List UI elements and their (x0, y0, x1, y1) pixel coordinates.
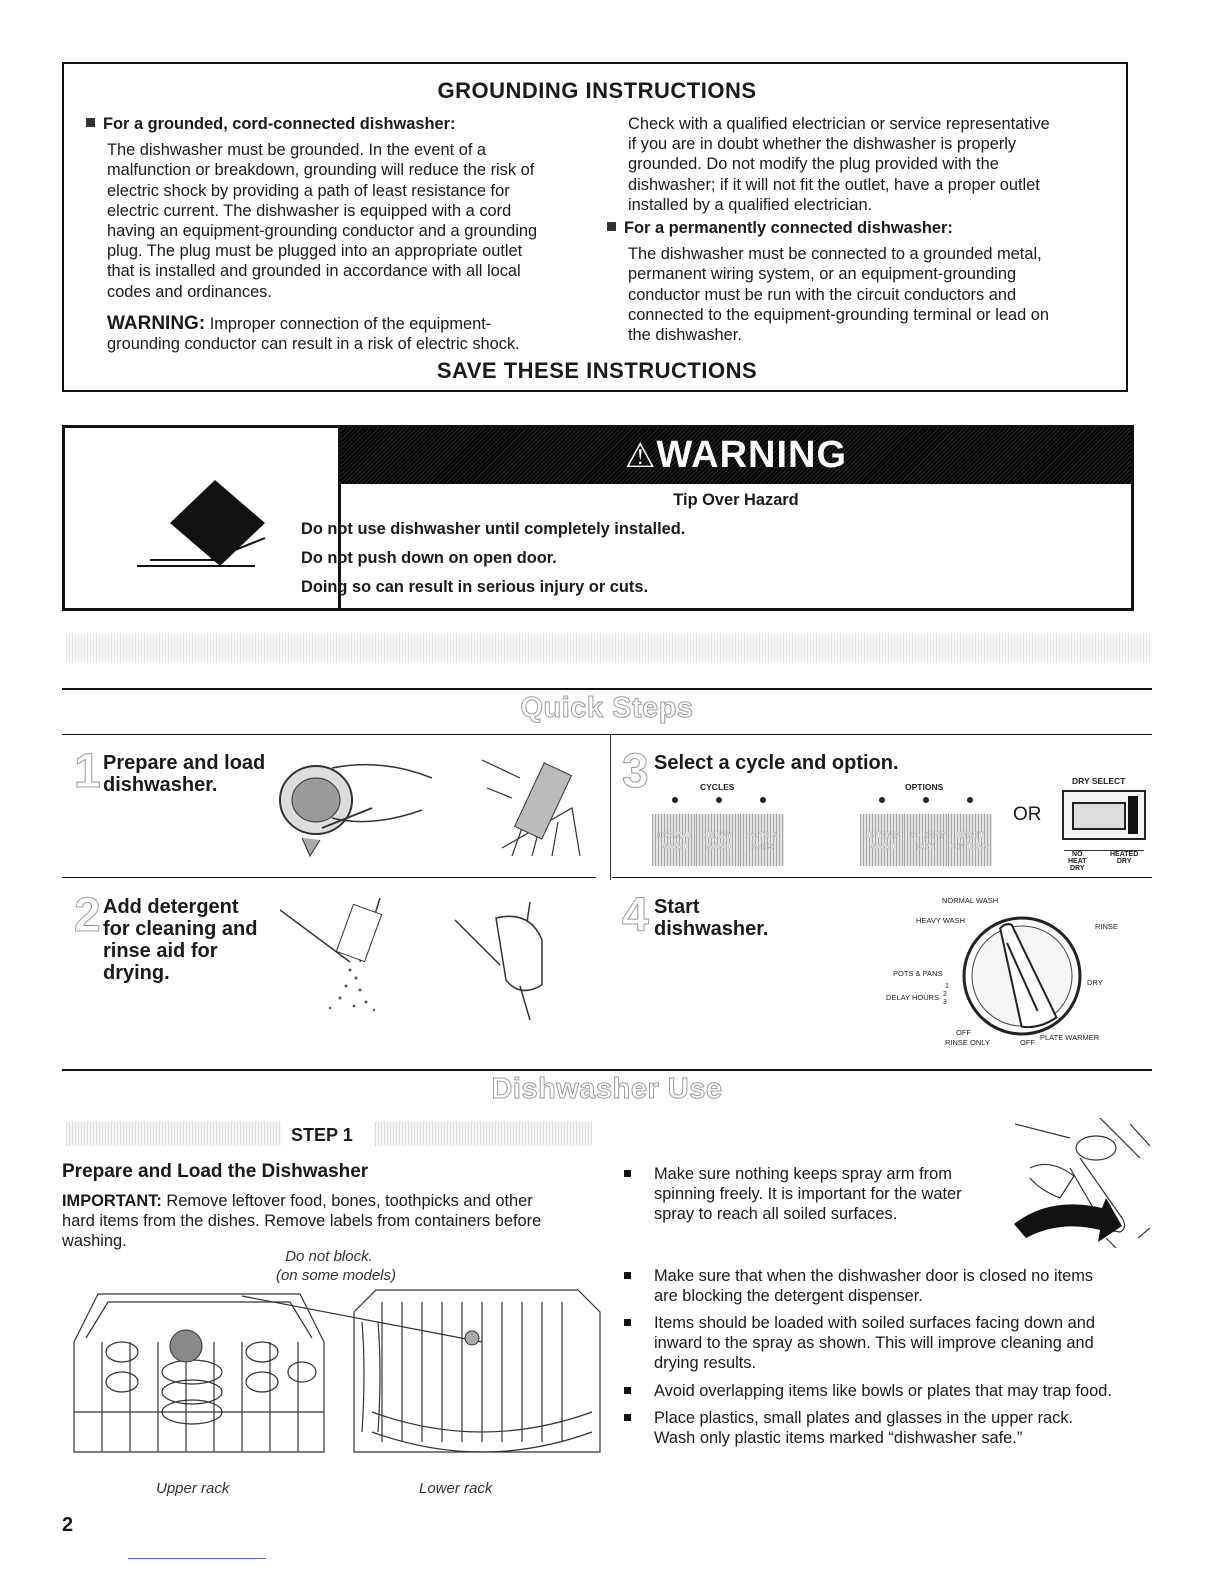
option-indicator-light (879, 797, 885, 803)
step-1-number: 1 (74, 745, 101, 798)
bullet-avoid-overlapping: Avoid overlapping items like bowls or plates that may trap food. (624, 1381, 1184, 1401)
bullet-square-icon (86, 118, 95, 127)
on-some-models-label: (on some models) (275, 1267, 397, 1284)
warning-line-3: Doing so can result in serious injury or cuts. (301, 578, 649, 596)
cycle-indicator-light (672, 797, 678, 803)
heavy-wash-button[interactable]: HEAVY WASH (696, 814, 740, 866)
step-2-number: 2 (74, 889, 101, 942)
spray-arm-illustration (1010, 1118, 1155, 1248)
important-text: IMPORTANT: Remove leftover food, bones, toothpicks and other hard items from the dishes. Remove labels from containers before washing. (62, 1192, 542, 1250)
quick-steps-title: Quick Steps (520, 692, 694, 724)
dry-select-switch[interactable] (1062, 790, 1146, 840)
dial-delay-3: 3 (943, 999, 947, 1006)
permanent-connected-text: The dishwasher must be connected to a grounded metal, permanent wiring system, or an equipment-grounding conductor must be run with the circuit conductors and connected to the equipment-grounding terminal or lead on the dishwasher. (628, 245, 1049, 345)
bullet-soiled-surfaces: Items should be loaded with soiled surfaces facing down and inward to the spray as shown. This will improve cleaning and drying results. (624, 1313, 1164, 1373)
dial-off-left-label: OFF (956, 1028, 971, 1037)
step-3-4-divider (612, 877, 1152, 878)
upper-rack-caption: Upper rack (156, 1480, 230, 1497)
bullet-detergent-dispenser: Make sure that when the dishwasher door is closed no items are blocking the detergent dispenser. (624, 1266, 1164, 1306)
cycle-indicator-light (760, 797, 766, 803)
dial-dry-label: DRY (1087, 978, 1103, 987)
cycle-dial[interactable] (960, 904, 1090, 1044)
bullet-square-icon (624, 1387, 631, 1394)
save-instructions: SAVE THESE INSTRUCTIONS (436, 358, 758, 383)
normal-wash-button[interactable]: NORMAL WASH (652, 814, 696, 866)
step-1-2-divider (62, 877, 596, 878)
scrape-dishes-illustration (272, 748, 592, 862)
dry-select-slider[interactable] (1072, 802, 1126, 830)
bullet-square-icon (624, 1170, 631, 1177)
grounding-title: GROUNDING INSTRUCTIONS (437, 78, 757, 103)
racks-illustration (62, 1282, 602, 1478)
or-label: OR (1013, 804, 1042, 825)
tip-over-warning-box (62, 425, 1134, 611)
cord-connected-heading: For a grounded, cord-connected dishwasher: (86, 114, 606, 134)
add-detergent-illustration (280, 890, 580, 1020)
dial-delay-1: 1 (945, 983, 949, 990)
grounding-instructions-box (62, 62, 1128, 392)
option-indicator-light (923, 797, 929, 803)
dial-off-right-label: OFF (1020, 1038, 1035, 1047)
permanent-connected-heading: For a permanently connected dishwasher: (607, 218, 1117, 238)
page-number: 2 (62, 1514, 74, 1536)
alert-triangle-icon: ⚠ (624, 437, 657, 475)
hi-temp-wash-button[interactable]: HI-TEMP WASH (860, 814, 904, 866)
footer-rule (128, 1558, 266, 1559)
dial-pots-pans-label: POTS & PANS (893, 969, 943, 978)
dry-select-label: DRY SELECT (1072, 776, 1126, 786)
dial-rinse-only-label: RINSE ONLY (945, 1038, 990, 1047)
grounding-left-column (86, 114, 606, 354)
warning-banner (341, 428, 1131, 484)
no-heat-dry-button[interactable]: NO HEAT DRY (904, 814, 948, 866)
option-indicator-light (967, 797, 973, 803)
tip-over-hazard-icon (115, 468, 295, 578)
dial-normal-wash-label: NORMAL WASH (942, 896, 999, 905)
step-3-number: 3 (622, 745, 649, 798)
dry-select-knob (1128, 796, 1138, 834)
do-not-block-label: Do not block. (285, 1248, 373, 1265)
bullet-square-icon (624, 1319, 631, 1326)
dial-plate-warmer-label: PLATE WARMER (1040, 1033, 1100, 1042)
quick-steps-vertical-divider (610, 735, 611, 880)
step-4-title: Start dishwasher. (654, 896, 769, 940)
dial-rinse-label: RINSE (1095, 922, 1118, 931)
cycle-indicator-light (716, 797, 722, 803)
decorative-shade-strip (66, 634, 1152, 662)
no-heat-dry-label: NO HEAT DRY (1068, 851, 1087, 872)
reset-options-button[interactable]: RESET OPTIONS (948, 814, 992, 866)
dial-delay-hours-label: DELAY HOURS (886, 993, 940, 1002)
dishwasher-use-title: Dishwasher Use (491, 1073, 723, 1105)
step-1-title: Prepare and load dishwasher. (103, 752, 266, 796)
pots-pans-button[interactable]: POTS & PANS (740, 814, 784, 866)
warning-line-1: Do not use dishwasher until completely installed. (301, 520, 686, 538)
quick-steps-sub-rule (62, 734, 1152, 735)
cord-connected-text: The dishwasher must be grounded. In the event of a malfunction or breakdown, grounding will reduce the risk of electric shock by providing a path of least resistance for electric current. The dishwasher is equipped with a cord having an equipment-grounding conductor and a grounding plug. The plug must be plugged into an appropriate outlet that is installed and grounded in accordance with all local codes and ordinances. WARNING: Improper connection of the equipment- grounding conductor can result in a risk of electric shock. (107, 140, 606, 354)
bullet-square-icon (607, 222, 616, 231)
bullet-square-icon (624, 1414, 631, 1421)
grounding-right-column (607, 114, 1117, 345)
dishwasher-use-top-rule (62, 1069, 1152, 1071)
step-3-title: Select a cycle and option. (654, 752, 899, 774)
cycles-label: CYCLES (700, 782, 735, 792)
lower-rack-caption: Lower rack (419, 1480, 493, 1497)
options-label: OPTIONS (905, 782, 944, 792)
bullet-spray-arm: Make sure nothing keeps spray arm from spinning freely. It is important for the water spray to reach all soiled surfaces. (624, 1164, 994, 1224)
check-electrician-text: Check with a qualified electrician or service representative if you are in doubt whether the dishwasher is properly grounded. Do not modify the plug provided with the dishwasher; if it will not fit the outlet, have a proper outlet installed by a qualified electrician. (628, 115, 1050, 214)
step-2-title: Add detergent for cleaning and rinse aid for drying. (103, 896, 258, 984)
step-4-number: 4 (622, 889, 649, 942)
bullet-plastics: Place plastics, small plates and glasses in the upper rack. Wash only plastic items marked “dishwasher safe.” (624, 1408, 1164, 1448)
step-1-label: STEP 1 (291, 1125, 353, 1145)
quick-steps-top-rule (62, 688, 1152, 690)
dial-heavy-wash-label: HEAVY WASH (916, 916, 966, 925)
dial-delay-2: 2 (943, 991, 947, 998)
bullet-square-icon (624, 1272, 631, 1279)
warning-banner-label: ⚠WARNING (624, 434, 848, 476)
grounding-warning-text: WARNING: Improper connection of the equipment- (107, 312, 492, 334)
warning-line-2: Do not push down on open door. (301, 549, 557, 567)
tip-over-hazard-title: Tip Over Hazard (673, 491, 799, 509)
prepare-load-heading: Prepare and Load the Dishwasher (62, 1161, 369, 1182)
heated-dry-label: HEATED DRY (1110, 851, 1139, 865)
